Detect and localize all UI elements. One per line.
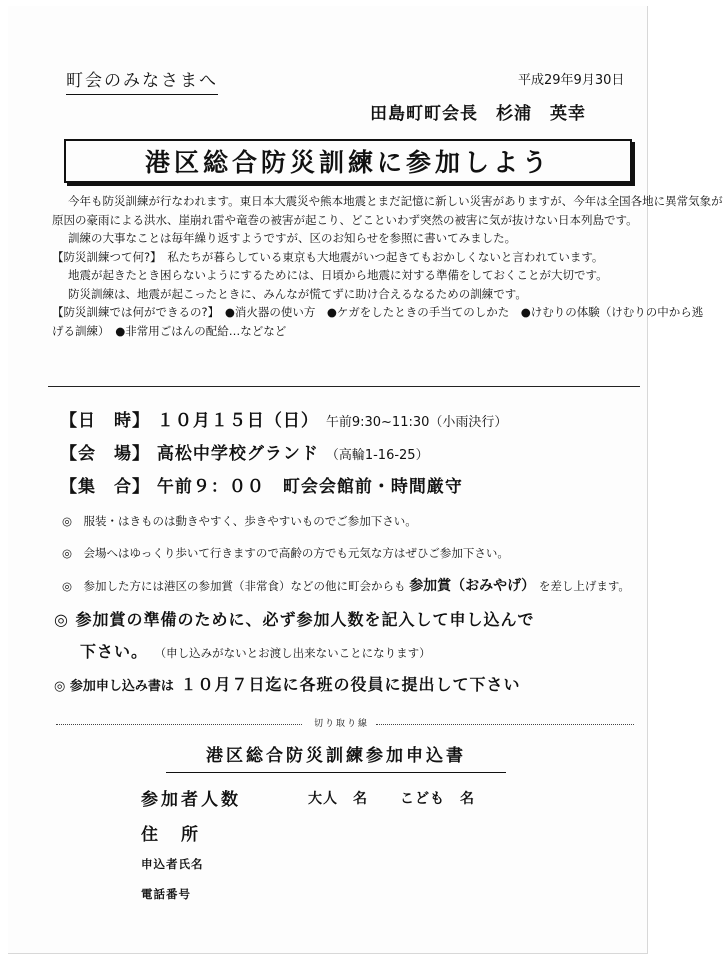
deadline-line [54,672,520,695]
applicant-name-label: 申込者氏名 [141,857,204,871]
address-label: 住 所 [141,825,201,845]
intro-text [52,192,723,340]
venue-value: 高松中学校グランド [156,444,319,464]
deadline-main: １０月７日迄に各班の役員に提出して下さい [180,675,521,694]
venue-row [60,439,429,464]
meet-value: 午前９：００ 町会会館前・時間厳守 [156,477,463,497]
intro-line: 【防災訓練では何ができるの?】 ●消火器の使い方 ●ケガをしたときの手当てのしかた ●けむりの体験（けむりの中から逃 [52,305,704,319]
venue-label: 【会 場】 [60,444,150,464]
note-prize [62,575,630,595]
notice-sheet [8,6,723,954]
cut-line-right [376,724,634,725]
deadline-pre: ◎ 参加申し込み書は [54,679,174,694]
datetime-label: 【日 時】 [60,411,150,431]
sender: 田島町町会長 杉浦 英幸 [370,104,586,124]
intro-line: 地震が起きたとき困らないようにするためには、日頃から地震に対する準備をしておくことが大切です。 [68,268,608,282]
divider [48,386,640,387]
intro-line: 【防災訓練つて何?】 私たちが暮らしている東京も大地震がいつ起きてもおかしくないと言われています。 [52,249,604,264]
participants-label: 参加者人数 [141,790,241,810]
intro-line: げる訓練） ●非常用ごはんの配給…などなど [52,323,287,338]
meet-row [60,472,463,497]
intro-line: 訓練の大事なことは毎年繰り返すようですが、区のお知らせを参照に書いてみました。 [68,231,517,245]
important-line2-main: 下さい。 [80,642,149,661]
form-title: 港区総合防災訓練参加申込書 [166,741,506,773]
cut-line-left [56,724,302,725]
intro-line: 防災訓練は、地震が起こったときに、みんなが慌てずに助け合えるなるための訓練です。 [68,286,527,301]
important-line2 [80,639,431,662]
note-prize-post: を差し上げます。 [538,579,630,593]
adults-field[interactable]: 大人 名 [308,791,368,807]
datetime-time: 午前9:30~11:30（小雨決行） [325,415,508,430]
note-prize-bold: 参加賞（おみやげ） [409,578,536,594]
note-prize-pre: ◎ 参加した方には港区の参加賞（非常食）などの他に町会からも [62,579,406,593]
phone-label: 電話番号 [141,887,191,901]
meet-label: 【集 合】 [60,477,150,497]
title-box [64,139,632,183]
cut-line-label: 切り取り線 [308,716,375,729]
venue-address: （高輪1-16-25） [325,448,429,463]
page-title: 港区総合防災訓練に参加しよう [144,148,551,177]
intro-line: 今年も防災訓練が行なわれます。東日本大震災や熊本地震とまだ記憶に新しい災害がありますが、今年は全国各地に異常気象が [68,194,723,208]
addressee: 町会のみなさまへ [66,66,218,95]
important-line1: ◎ 参加賞の準備のために、必ず参加人数を記入して申し込んで [54,610,535,629]
important-line2-note: （申し込みがないとお渡し出来ないことになります） [154,646,431,660]
note-walking: ◎ 会場へはゆっくり歩いて行きますので高齢の方でも元気な方はぜひご参加下さい。 [62,546,509,560]
datetime-value: １０月１５日（日） [156,411,319,431]
children-field[interactable]: こども 名 [400,791,475,807]
intro-line: 原因の豪雨による洪水、崖崩れ雷や竜巻の被害が起こり、どこといわず突然の被害に気が抜けない日本列島です。 [52,212,638,227]
notice-date: 平成29年9月30日 [518,73,625,88]
datetime-row [60,406,507,431]
note-clothing: ◎ 服装・はきものは動きやすく、歩きやすいものでご参加下さい。 [62,514,417,528]
